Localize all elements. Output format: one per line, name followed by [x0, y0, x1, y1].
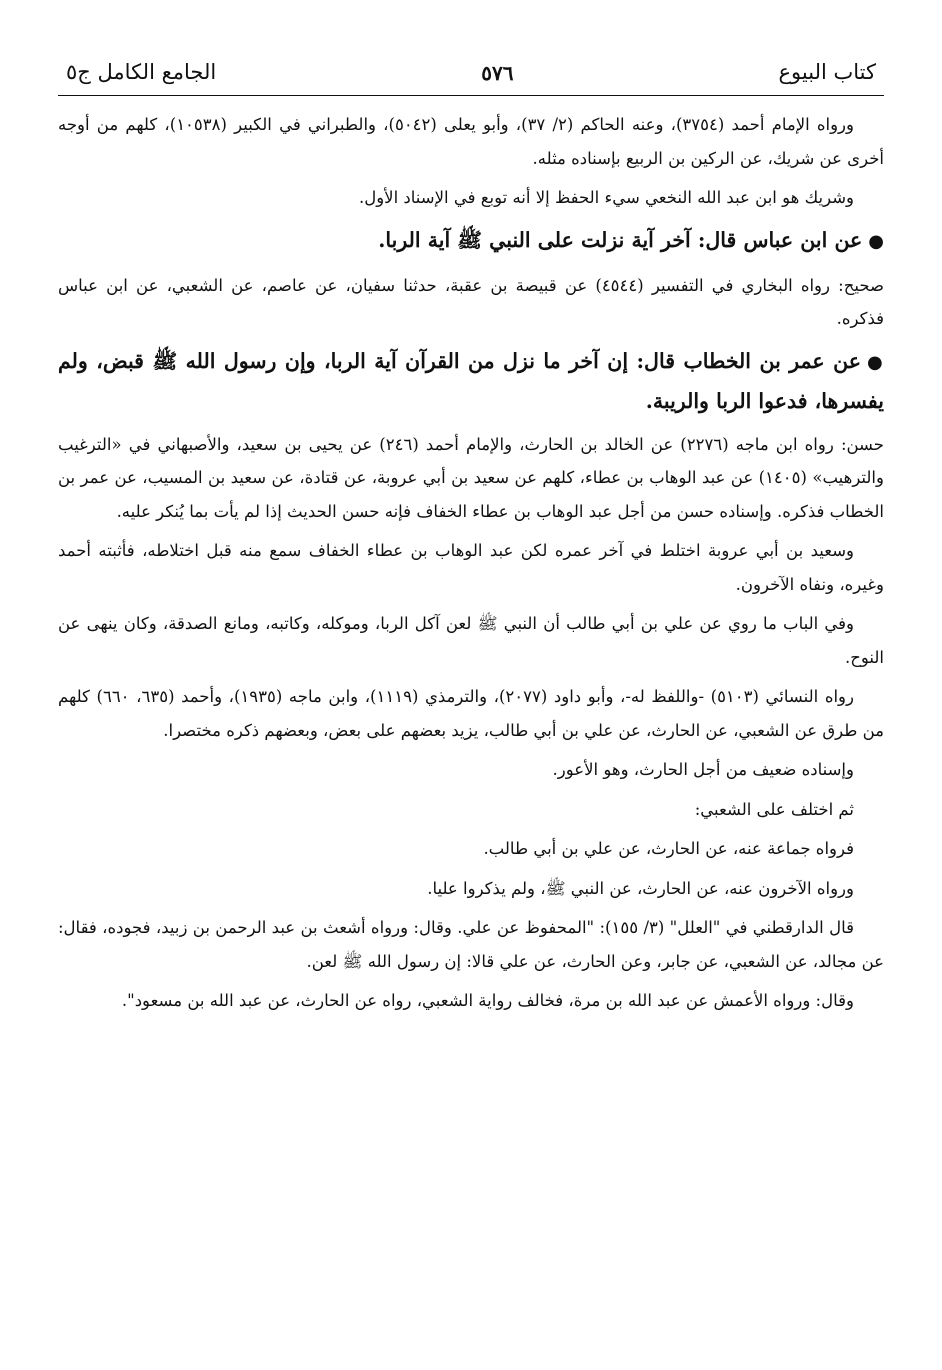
header-book-title: الجامع الكامل ج٥: [66, 60, 217, 84]
hadith-text: [58, 342, 884, 420]
paragraph: ورواه الإمام أحمد (٣٧٥٤)، وعنه الحاكم (٢/ ٣٧)، وأبو يعلى (٥٠٤٢)، والطبراني في الكبير (١٠٥٣٨)، كلهم من أوجه أخرى عن شريك، عن الركين بن الربيع بإسناده مثله.: [58, 115, 884, 168]
paragraph: وسعيد بن أبي عروبة اختلط في آخر عمره لكن عبد الوهاب بن عطاء الخفاف سمع منه قبل اختلاطه، فأثبته أحمد وغيره، ونفاه الآخرون.: [58, 541, 884, 594]
paragraph: وإسناده ضعيف من أجل الحارث، وهو الأعور.: [552, 760, 854, 780]
bullet-icon: ●: [866, 351, 884, 373]
paragraph: وفي الباب ما روي عن علي بن أبي طالب أن النبي ﷺ لعن آكل الربا، وموكله، وكاتبه، ومانع الصدقة، وكان ينهى عن النوح.: [58, 614, 884, 667]
paragraph: ورواه الآخرون عنه، عن الحارث، عن النبي ﷺ، ولم يذكروا عليا.: [427, 878, 854, 898]
paragraph: فرواه جماعة عنه، عن الحارث، عن علي بن أبي طالب.: [483, 839, 854, 859]
body-text: [58, 108, 884, 1018]
hadith-text: [58, 221, 884, 261]
bullet-icon: ●: [868, 230, 884, 252]
hadith-text-content: عن عمر بن الخطاب قال: إن آخر ما نزل من القرآن آية الربا، وإن رسول الله ﷺ قبض، ولم يفسرها، فدعوا الربا والريبة.: [58, 348, 884, 413]
header-chapter-title: كتاب البيوع: [778, 60, 876, 84]
paragraph: قال الدارقطني في "العلل" (٣/ ١٥٥): "المحفوظ عن علي. وقال: ورواه أشعث بن عبد الرحمن بن زبيد، فجوده، فقال: عن مجالد، عن الشعبي، عن جابر، وعن الحارث، عن علي قالا: إن رسول الله ﷺ لعن.: [58, 918, 884, 971]
running-header: [58, 60, 884, 95]
paragraph: وشريك هو ابن عبد الله النخعي سيء الحفظ إلا أنه توبع في الإسناد الأول.: [358, 188, 854, 208]
paragraph: ثم اختلف على الشعبي:: [694, 799, 854, 819]
paragraph: رواه النسائي (٥١٠٣) -واللفظ له-، وأبو داود (٢٠٧٧)، والترمذي (١١١٩)، وابن ماجه (١٩٣٥)، وأحمد (٦٣٥، ٦٦٠) كلهم من طرق عن الشعبي، عن الحارث، عن علي بن أبي طالب، يزيد بعضهم على بعض، وبعضهم ذكره مختصرا.: [58, 687, 884, 740]
header-rule: [58, 95, 884, 96]
paragraph: حسن: رواه ابن ماجه (٢٢٧٦) عن الخالد بن الحارث، والإمام أحمد (٢٤٦) عن يحيى بن سعيد، والأصبهاني في «الترغيب والترهيب» (١٤٠٥) عن عبد الوهاب بن عطاء، كلهم عن سعيد بن أبي عروبة، عن قتادة، عن سعيد بن المسيب، عن عمر بن الخطاب فذكره. وإسناده حسن من أجل عبد الوهاب بن عطاء الخفاف فإنه حسن الحديث إذا لم يأت بما يُنكر عليه.: [58, 434, 884, 521]
paragraph: صحيح: رواه البخاري في التفسير (٤٥٤٤) عن قبيصة بن عقبة، حدثنا سفيان، عن عاصم، عن الشعبي، عن ابن عباس فذكره.: [58, 275, 884, 329]
page-number: ٥٧٦: [481, 61, 514, 86]
paragraph: وقال: ورواه الأعمش عن عبد الله بن مرة، فخالف رواية الشعبي، رواه عن الحارث، عن عبد الله بن مسعود".: [121, 991, 854, 1011]
hadith-text-content: عن ابن عباس قال: آخر آية نزلت على النبي ﷺ آية الربا.: [378, 227, 863, 252]
